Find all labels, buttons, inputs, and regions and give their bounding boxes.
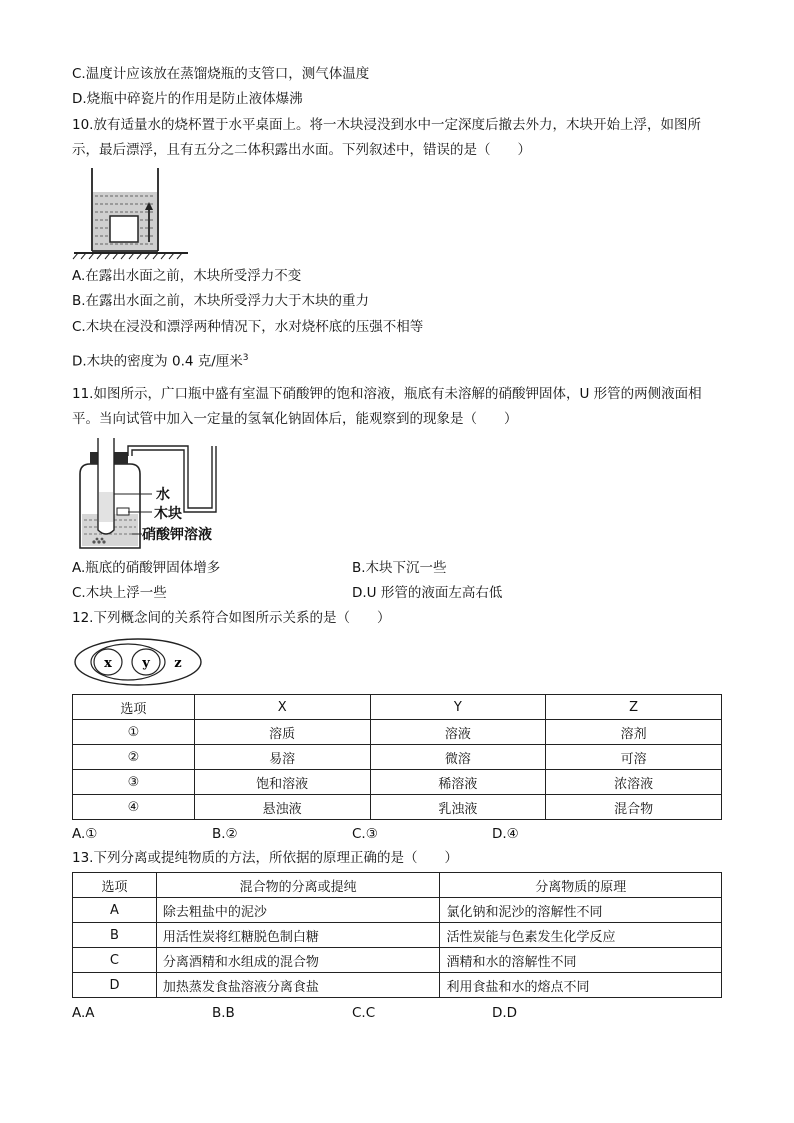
table-cell: ③	[73, 770, 195, 795]
table-cell: 饱和溶液	[194, 770, 370, 795]
q10-option-a: A.在露出水面之前，木块所受浮力不变	[72, 268, 302, 284]
table-cell: 用活性炭将红糖脱色制白糖	[156, 923, 440, 948]
q13-answer-b: B.B	[212, 1005, 235, 1021]
q13-table	[72, 872, 722, 998]
label-kno3-solution: 硝酸钾溶液	[142, 527, 212, 543]
header-cell: Z	[546, 695, 722, 720]
table-cell: 溶液	[370, 720, 546, 745]
q12-answer-a: A.①	[72, 826, 98, 842]
q12-stem: 12.下列概念间的关系符合如图所示关系的是（ ）	[72, 610, 391, 626]
table-row	[73, 973, 722, 998]
q13-answer-d: D.D	[492, 1005, 518, 1021]
q11-stem: 11.如图所示，广口瓶中盛有室温下硝酸钾的饱和溶液，瓶底有未溶解的硝酸钾固体，U 形管的两侧液面相平。当向试管中加入一定量的氢氧化钠固体后，能观察到的现象是（ ）	[72, 386, 702, 427]
table-cell: 氯化钠和泥沙的溶解性不同	[440, 898, 722, 923]
q10-option-d: D.木块的密度为 0.4 克/厘米$^3$	[72, 353, 249, 370]
table-cell: 微溶	[370, 745, 546, 770]
table-cell: A	[73, 898, 157, 923]
header-cell: 选项	[73, 695, 195, 720]
table-row	[73, 948, 722, 973]
table-cell: 加热蒸发食盐溶液分离食盐	[156, 973, 440, 998]
header-cell: 选项	[73, 873, 157, 898]
q9-option-c: C.温度计应该放在蒸馏烧瓶的支管口，测气体温度	[72, 66, 370, 82]
q13-answer-a: A.A	[72, 1005, 95, 1021]
q10-option-b: B.在露出水面之前，木块所受浮力大于木块的重力	[72, 293, 370, 309]
table-cell: C	[73, 948, 157, 973]
table-cell: 除去粗盐中的泥沙	[156, 898, 440, 923]
q12-answer-b: B.②	[212, 826, 238, 842]
label-wood-block: 木块	[154, 506, 182, 522]
table-cell: 酒精和水的溶解性不同	[440, 948, 722, 973]
table-cell: ②	[73, 745, 195, 770]
table-row	[73, 770, 722, 795]
table-cell: 活性炭能与色素发生化学反应	[440, 923, 722, 948]
table-cell: D	[73, 973, 157, 998]
diagram-z: z	[174, 656, 182, 671]
q10-option-d-exponent: 3	[242, 353, 249, 363]
header-cell: X	[194, 695, 370, 720]
q11-option-c: C.木块上浮一些	[72, 585, 167, 601]
q11-option-b: B.木块下沉一些	[352, 560, 447, 576]
q10-stem: 10.放有适量水的烧杯置于水平桌面上。将一木块浸没到水中一定深度后撤去外力，木块开始上浮，如图所示，最后漂浮，且有五分之二体积露出水面。下列叙述中，错误的是（ ）	[72, 117, 701, 158]
q9-option-d: D.烧瓶中碎瓷片的作用是防止液体爆沸	[72, 91, 303, 107]
table-cell: 溶剂	[546, 720, 722, 745]
diagram-y: y	[142, 656, 150, 671]
q12-answer-c: C.③	[352, 826, 378, 842]
header-cell: Y	[370, 695, 546, 720]
table-cell: 可溶	[546, 745, 722, 770]
table-cell: B	[73, 923, 157, 948]
table-header-row	[73, 873, 722, 898]
table-cell: ①	[73, 720, 195, 745]
table-cell: 利用食盐和水的熔点不同	[440, 973, 722, 998]
q13-stem: 13.下列分离或提纯物质的方法，所依据的原理正确的是（ ）	[72, 850, 458, 866]
table-cell: 浓溶液	[546, 770, 722, 795]
table-cell: 分离酒精和水组成的混合物	[156, 948, 440, 973]
q13-answer-c: C.C	[352, 1005, 376, 1021]
q12-answer-d: D.④	[492, 826, 519, 842]
table-cell: 悬浊液	[194, 795, 370, 820]
q11-option-a: A.瓶底的硝酸钾固体增多	[72, 560, 221, 576]
table-row	[73, 795, 722, 820]
table-cell: 易溶	[194, 745, 370, 770]
table-cell: 溶质	[194, 720, 370, 745]
table-row	[73, 898, 722, 923]
q11-jar-figure	[72, 434, 232, 552]
wood-block	[110, 216, 138, 242]
header-cell: 分离物质的原理	[440, 873, 722, 898]
q10-option-c: C.木块在浸没和漂浮两种情况下，水对烧杯底的压强不相等	[72, 319, 424, 335]
table-row	[73, 923, 722, 948]
table-cell: ④	[73, 795, 195, 820]
label-water: 水	[156, 487, 170, 503]
table-cell: 乳浊液	[370, 795, 546, 820]
table-cell: 混合物	[546, 795, 722, 820]
q12-table	[72, 694, 722, 820]
q10-beaker-figure	[72, 164, 190, 260]
table-header-row	[73, 695, 722, 720]
table-cell: 稀溶液	[370, 770, 546, 795]
q11-option-d: D.U 形管的液面左高右低	[352, 585, 503, 601]
table-row	[73, 720, 722, 745]
table-row	[73, 745, 722, 770]
q12-set-diagram	[72, 636, 206, 688]
header-cell: 混合物的分离或提纯	[156, 873, 440, 898]
diagram-x: x	[104, 656, 112, 671]
